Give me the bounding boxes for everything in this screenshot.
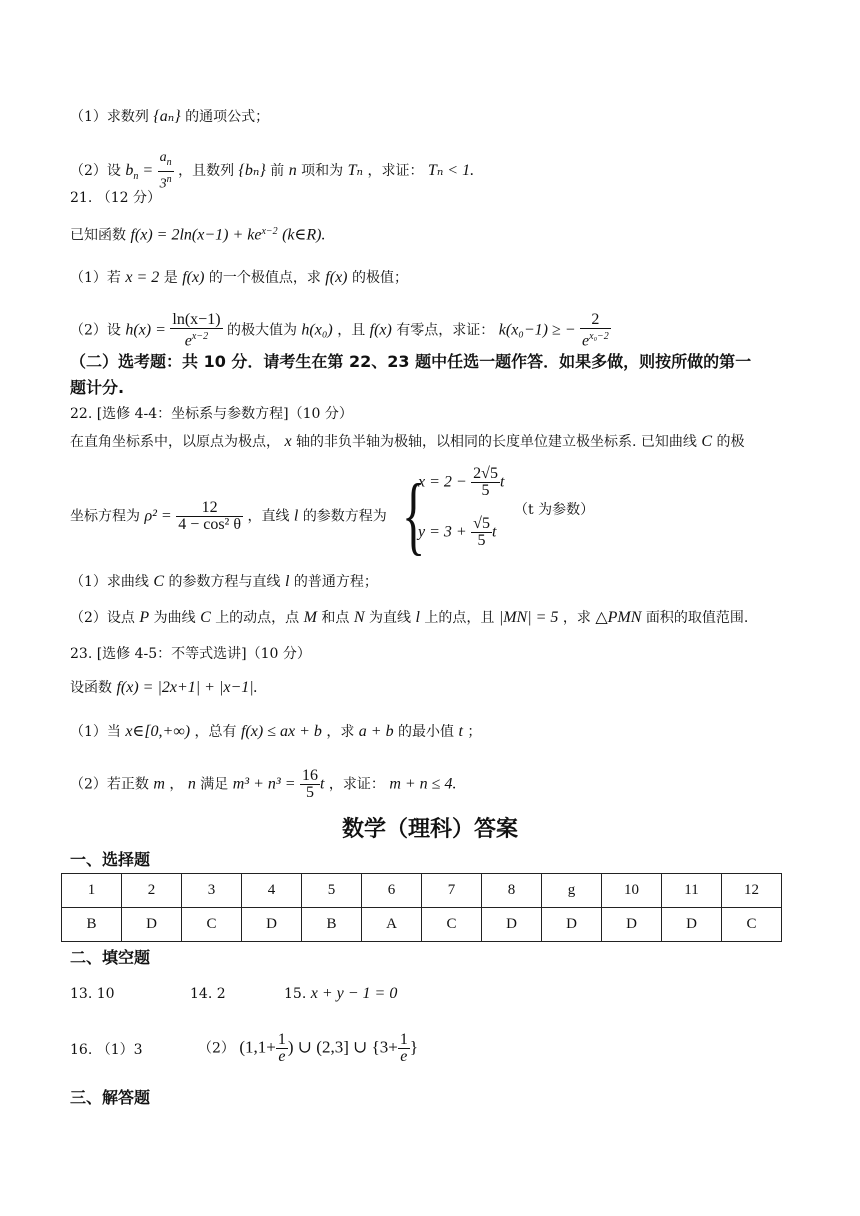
q22-sys-y: [418, 516, 496, 549]
answer-choice-cell: D: [662, 908, 722, 942]
answer-number-cell: 8: [482, 874, 542, 908]
q23-p2-sep: ，: [169, 776, 184, 793]
q21-p2-rden: e: [582, 332, 590, 350]
q21-p1-b: 是: [163, 270, 178, 286]
q23-intro-fn: f(x) = |2x+1| + |x−1|.: [116, 679, 258, 696]
q20-p2-ineq: Tₙ < 1.: [427, 162, 475, 180]
q21-intro: [70, 222, 325, 246]
q20-part2: （2）设 $b_n$ = $\frac{a_n}{3^n}$ ，且数列 {bₙ} 前 n 项和为 Tₙ ，求证： Tₙ < 1.: [70, 150, 475, 192]
q20-p1-tail: 的通项公式；: [185, 109, 270, 125]
q23-p2-a: （2）若正数: [70, 776, 149, 793]
q22-p2-g: ，求: [562, 610, 591, 626]
q23-part1: [70, 722, 481, 742]
q23-p1-b: ，总有: [194, 724, 237, 740]
q21-p2-num: ln(x−1): [172, 311, 221, 328]
q22-p2-N: N: [353, 609, 365, 626]
q22-sys-y-t: t: [491, 523, 497, 541]
answer-16-p2-label: （2）: [198, 1040, 235, 1057]
answer-number-cell: 12: [722, 874, 782, 908]
q22-p2-a: （2）设点: [70, 610, 135, 626]
section2-line1: （二）选考题：共 10 分．请考生在第 22、23 题中任选一题作答．如果多做，则按所做的第一: [70, 352, 752, 371]
q20-p2-e: ，求证：: [367, 163, 424, 180]
q23-p2-m: m: [153, 775, 165, 793]
q20-p1-seq: {aₙ}: [153, 108, 181, 125]
q23-p1-t: t: [458, 723, 463, 740]
q21-p2-rnum: 2: [580, 312, 611, 329]
q21-p1-f2: f(x): [325, 269, 348, 286]
answers-sec3: 三、解答题: [70, 1088, 151, 1107]
q22-param-system: [402, 460, 522, 564]
q21-p2-c: ，且: [337, 322, 366, 339]
answers-sec1: 一、选择题: [70, 850, 151, 869]
q23-p2-t: t: [319, 775, 325, 793]
q21-p2-b: 的极大值为: [226, 322, 297, 339]
q20-p2-T: Tₙ: [347, 162, 364, 180]
q23-p1-dom: x∈[0,+∞): [125, 723, 191, 740]
q22-p2-MN: |MN| = 5: [498, 609, 559, 626]
q21-intro-a: 已知函数: [70, 227, 126, 244]
answer-13: 13. 10: [70, 986, 115, 1002]
q20-p2-n: n: [288, 162, 297, 180]
q22-p1-a: （1）求曲线: [70, 574, 149, 590]
answer-15-value: x + y − 1 = 0: [310, 985, 398, 1002]
answer-number-cell: 2: [122, 874, 182, 908]
q22-line1-c: 的极: [716, 434, 745, 450]
q22-p2-l: l: [415, 609, 420, 626]
q22-line1-b: 轴的非负半轴为极轴，以相同的长度单位建立极坐标系. 已知曲线: [296, 434, 697, 450]
q23-p1-ab: a + b: [358, 723, 394, 740]
q21-part2: [70, 312, 611, 349]
q21-part1: [70, 268, 408, 288]
q22-p2-d: 和点: [321, 610, 350, 626]
q21-p2-rden-exp: x₀−2: [589, 331, 609, 342]
q21-p2-den: e: [184, 332, 192, 350]
q22-line1: [70, 432, 745, 452]
q23-p2-c: ，求证：: [328, 776, 385, 793]
q20-p1-text: （1）求数列: [70, 109, 149, 125]
answers-sec2: 二、填空题: [70, 948, 151, 967]
q22-eq-a: 坐标方程为: [70, 508, 140, 525]
q23-p1-e: ；: [467, 724, 482, 740]
q22-eq-line: [70, 500, 387, 533]
q22-eq-rho: ρ² =: [144, 507, 172, 525]
q21-p2-k: k(x₀−1) ≥ −: [498, 321, 576, 339]
answers-row-numbers: [62, 874, 782, 908]
answer-16-set-a: (1,1+: [239, 1037, 276, 1057]
answer-15-label: 15.: [284, 986, 307, 1002]
q23-p2-den: 5: [305, 784, 314, 801]
answer-choice-cell: B: [62, 908, 122, 942]
answer-choice-cell: B: [302, 908, 362, 942]
brace-icon: {: [402, 467, 426, 564]
q21-p1-c: 的一个极值点，求: [208, 270, 321, 286]
q22-sys-x-den: 5: [481, 482, 490, 499]
q23-p2-num: 16: [301, 767, 318, 784]
q22-part2: [70, 608, 748, 628]
answer-number-cell: 4: [242, 874, 302, 908]
q21-intro-fn: f(x) = 2ln(x−1) + ke: [130, 226, 262, 244]
q21-p1-x: x = 2: [125, 269, 160, 286]
q21-header: 21. （12 分）: [70, 190, 161, 206]
q20-p2-a: （2）设: [70, 163, 121, 180]
q21-p2-h: h(x) =: [125, 321, 166, 339]
q23-p1-d: 的最小值: [398, 724, 455, 740]
q22-sys-x-t: t: [499, 473, 505, 491]
answer-16-set-num2: 1: [399, 1031, 408, 1048]
q22-sys-y-lhs: y = 3 +: [418, 523, 467, 541]
q22-p2-e: 为直线: [369, 610, 411, 626]
answer-number-cell: 6: [362, 874, 422, 908]
q23-header: 23. [选修 4-5：不等式选讲]（10 分）: [70, 646, 311, 662]
answer-choice-cell: C: [422, 908, 482, 942]
q23-p2-eq: m³ + n³ =: [232, 775, 296, 793]
q21-p1-f: f(x): [182, 269, 205, 286]
q23-p2-b: 满足: [200, 776, 229, 793]
answer-choice-cell: D: [482, 908, 542, 942]
q22-header: 22. [选修 4-4：坐标系与参数方程]（10 分）: [70, 406, 353, 422]
q20-p2-seq: {bₙ}: [238, 162, 266, 180]
answer-16-set-b: ) ∪ (2,3] ∪ {3+: [287, 1037, 398, 1057]
q22-sys-x: [418, 466, 504, 499]
answer-number-cell: 11: [662, 874, 722, 908]
q22-eq-l: l: [293, 507, 299, 525]
q22-line1-a: 在直角坐标系中，以原点为极点，: [70, 434, 280, 450]
q23-part2: [70, 768, 456, 801]
q20-part1: [70, 107, 269, 127]
answer-15: [284, 984, 397, 1004]
answer-choice-cell: D: [602, 908, 662, 942]
answer-number-cell: 3: [182, 874, 242, 908]
q23-p1-ineq: f(x) ≤ ax + b: [240, 723, 322, 740]
q22-p2-f: 上的点，且: [424, 610, 495, 626]
q22-eq-den: 4 − cos² θ: [178, 516, 241, 533]
q23-intro-a: 设函数: [70, 680, 112, 696]
q22-p1-l: l: [284, 573, 290, 590]
q21-p2-d: 有零点，求证：: [396, 322, 495, 339]
q21-p1-a: （1）若: [70, 270, 121, 286]
answer-choice-cell: C: [722, 908, 782, 942]
q21-p2-f: f(x): [369, 321, 392, 339]
answer-14: 14. 2: [190, 986, 226, 1002]
q21-p2-den-exp: x−2: [191, 331, 209, 342]
q22-param-note: （t 为参数）: [514, 502, 595, 518]
q22-p2-c: 上的动点，点: [215, 610, 300, 626]
q22-p2-b: 为曲线: [153, 610, 196, 626]
answer-number-cell: 1: [62, 874, 122, 908]
q22-part1: [70, 572, 378, 592]
answer-choice-cell: D: [242, 908, 302, 942]
q22-line1-x: x: [284, 433, 292, 450]
q22-p2-tri: △PMN: [595, 609, 642, 626]
q22-eq-num: 12: [176, 500, 243, 517]
q23-p1-a: （1）当: [70, 724, 121, 740]
q22-p1-C: C: [153, 573, 165, 590]
answers-table: [61, 873, 782, 942]
q20-p2-d: 项和为: [301, 163, 344, 180]
answer-number-cell: 7: [422, 874, 482, 908]
answer-number-cell: g: [542, 874, 602, 908]
q22-p1-c: 的普通方程；: [293, 574, 378, 590]
q22-p2-h: 面积的取值范围.: [645, 610, 749, 626]
q22-p2-P: P: [139, 609, 150, 626]
q21-p2-a: （2）设: [70, 322, 121, 339]
q23-intro: [70, 678, 258, 698]
q23-p1-c: ，求: [326, 724, 355, 740]
answer-choice-cell: A: [362, 908, 422, 942]
q23-p2-n: n: [187, 775, 196, 793]
answer-choice-cell: C: [182, 908, 242, 942]
q20-p2-b: ，且数列: [178, 163, 235, 180]
q22-sys-x-lhs: x = 2 −: [418, 473, 467, 491]
q21-p1-d: 的极值；: [351, 270, 408, 286]
q22-p2-C: C: [200, 609, 211, 626]
q22-sys-y-num: √5: [473, 515, 490, 532]
answers-row-choices: [62, 908, 782, 942]
q22-eq-b: ，直线: [247, 508, 290, 525]
q22-line1-C: C: [701, 433, 713, 450]
answer-16-set-den2: e: [400, 1048, 408, 1065]
q21-intro-dom: (k∈R).: [282, 226, 326, 244]
q22-sys-y-den: 5: [477, 532, 486, 549]
answer-number-cell: 5: [302, 874, 362, 908]
q20-p2-c: 前: [270, 163, 285, 180]
answer-16-part1: 16. （1）3: [70, 1042, 143, 1058]
answers-title: 数学（理科）答案: [341, 817, 518, 842]
answer-16-set-c: }: [409, 1037, 419, 1057]
q22-p1-b: 的参数方程与直线: [168, 574, 281, 590]
answer-16-set-num: 1: [277, 1031, 286, 1048]
section2-line2: 题计分.: [70, 378, 125, 397]
answer-choice-cell: D: [122, 908, 182, 942]
answer-number-cell: 10: [602, 874, 662, 908]
q22-p2-M: M: [303, 609, 317, 626]
q23-p2-ineq: m + n ≤ 4.: [389, 775, 457, 793]
answer-16-set-den: e: [278, 1048, 286, 1065]
q22-sys-x-num: 2√5: [473, 465, 498, 482]
answer-16-part2: [198, 1032, 418, 1065]
q21-p2-hx0: h(x₀): [301, 321, 333, 339]
q22-eq-c: 的参数方程为: [302, 508, 387, 525]
answer-choice-cell: D: [542, 908, 602, 942]
q21-intro-exp: x−2: [261, 226, 278, 237]
